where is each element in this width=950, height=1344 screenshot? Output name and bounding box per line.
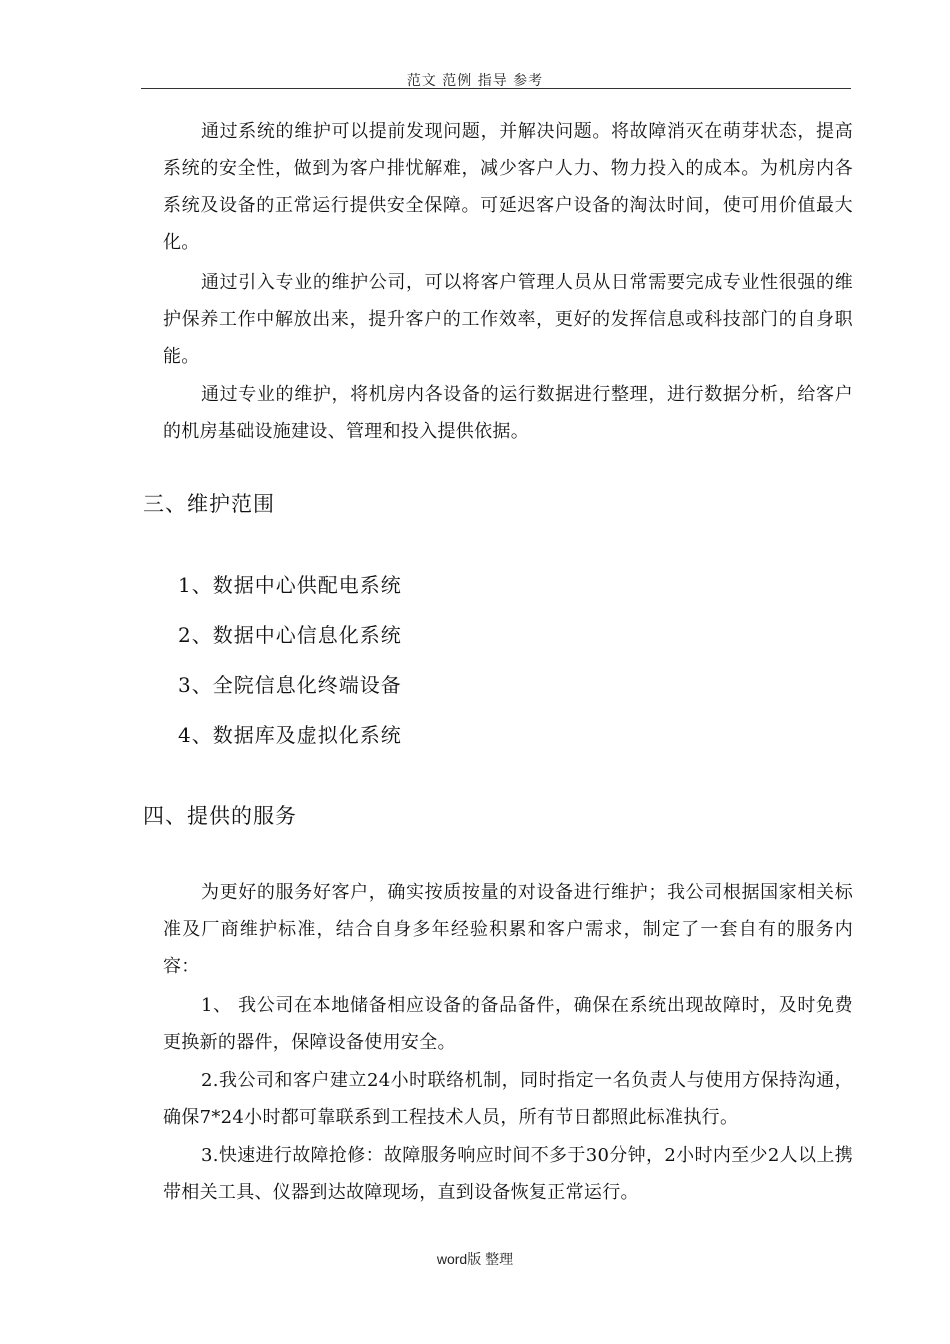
scope-item: 2、数据中心信息化系统 <box>178 623 402 647</box>
paragraph-data-analysis: 通过专业的维护，将机房内各设备的运行数据进行整理，进行数据分析，给客户的机房基础设施建设、管理和投入提供依据。 <box>163 384 853 442</box>
paragraph-maintenance-benefits: 通过系统的维护可以提前发现问题，并解决问题。将故障消灭在萌芽状态，提高系统的安全性，做到为客户排忧解难，减少客户人力、物力投入的成本。为机房内各系统及设备的正常运行提供安全保障。可延迟客户设备的淘汰时间，使可用价值最大化。 <box>163 121 853 253</box>
paragraph-professional-company: 通过引入专业的维护公司，可以将客户管理人员从日常需要完成专业性很强的维护保养工作中解放出来，提升客户的工作效率，更好的发挥信息或科技部门的自身职能。 <box>163 272 853 367</box>
section-title-services: 四、提供的服务 <box>143 804 297 828</box>
page-footer: word版 整理 <box>436 1251 514 1267</box>
header-divider <box>141 88 851 89</box>
service-item: 1、 我公司在本地储备相应设备的备品备件，确保在系统出现故障时，及时免费更换新的器件，保障设备使用安全。 <box>163 995 853 1053</box>
service-item: 2.我公司和客户建立24小时联络机制，同时指定一名负责人与使用方保持沟通，确保7*24小时都可靠联系到工程技术人员，所有节日都照此标准执行。 <box>163 1070 853 1128</box>
services-intro: 为更好的服务好客户，确实按质按量的对设备进行维护；我公司根据国家相关标准及厂商维护标准，结合自身多年经验积累和客户需求，制定了一套自有的服务内容： <box>163 882 853 977</box>
section-title-maintenance-scope: 三、维护范围 <box>143 492 275 516</box>
service-item: 3.快速进行故障抢修：故障服务响应时间不多于30分钟，2小时内至少2人以上携带相关工具、仪器到达故障现场，直到设备恢复正常运行。 <box>163 1145 853 1203</box>
page-header: 范文 范例 指导 参考 <box>406 73 544 89</box>
scope-item: 3、全院信息化终端设备 <box>178 673 402 697</box>
scope-item: 4、数据库及虚拟化系统 <box>178 723 402 747</box>
scope-item: 1、数据中心供配电系统 <box>178 573 402 597</box>
